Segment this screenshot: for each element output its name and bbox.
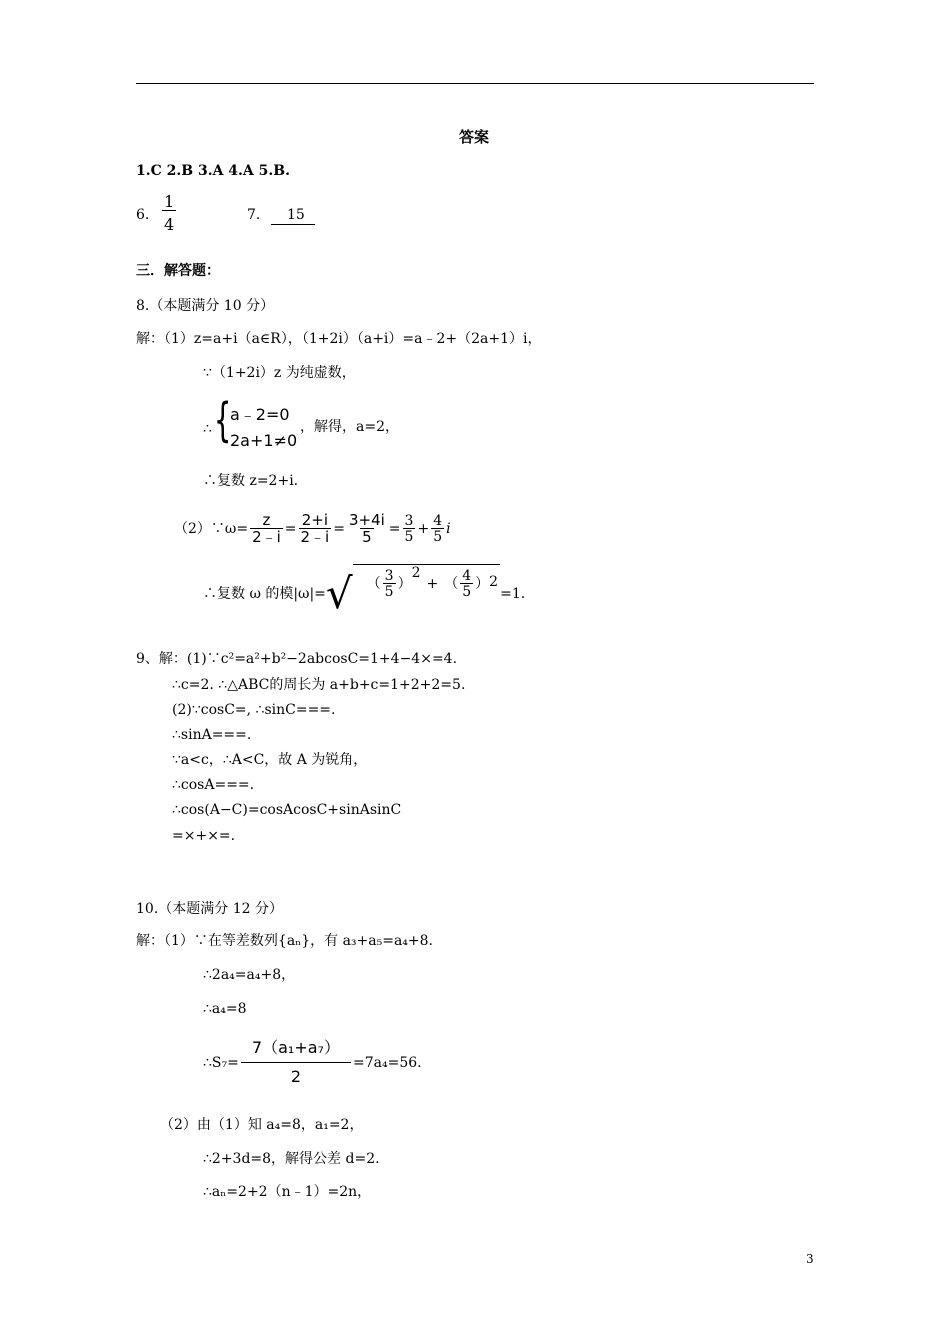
p10-s7-den: 2: [241, 1062, 351, 1085]
answer-heading: 答案: [459, 128, 490, 146]
p10-s7-line: [203, 1040, 422, 1085]
p10-line5: （2）由（1）知 a₄=8，a₁=2，: [160, 1117, 364, 1133]
p8-f3-num: 3+4i: [348, 511, 385, 529]
page-number: 3: [806, 1252, 814, 1266]
p8-f2-num: 2+i: [301, 511, 329, 529]
p8-omega-line: （2）∵ω= $\frac{z}{2﹣i}$ = $\frac{2+i}{2﹣i}$ = $\frac{3+4i}{5}$ = $\frac{3}{5}$ + $\frac{4}{5}$ i: [174, 511, 451, 546]
sqrt-icon: √: [325, 569, 353, 618]
p9-line1: 9、解：(1)∵c²=a²+b²−2abcosC=1+4−4×=4.: [136, 651, 458, 667]
p8-system-eq1: a﹣2=0: [230, 405, 290, 424]
p8-f1-num: z: [262, 511, 271, 529]
p8-imag-unit: i: [446, 521, 451, 537]
p8-therefore: ∴: [203, 421, 212, 437]
p9-line2: ∴c=2. ∴△ABC的周长为 a+b+c=1+2+2=5.: [172, 677, 466, 693]
p8-exp1: 2: [411, 564, 421, 581]
p9-line8: =×+×=.: [172, 828, 236, 844]
p8-system-eq2: 2a+1≠0: [230, 431, 298, 450]
p8-line4: ∴复数 z=2+i.: [203, 473, 299, 489]
p8-plus: +: [417, 521, 430, 537]
p8-f3-den: 5: [362, 528, 372, 546]
p8-omega-prefix: （2）∵ω=: [174, 521, 249, 537]
p8-modulus-suffix: =1.: [500, 586, 526, 602]
p8-f2-den: 2﹣i: [300, 528, 330, 546]
p8-f5-den: 5: [433, 529, 443, 545]
q6-denominator: 4: [162, 210, 176, 233]
q6-label: 6.: [136, 207, 150, 223]
p9-line5: ∵a<c，∴A<C，故 A 为锐角，: [172, 752, 368, 768]
q6-numerator: 1: [164, 192, 175, 211]
q6-fraction: [160, 194, 178, 233]
p10-line3: ∴a₄=8: [203, 1001, 247, 1017]
p8-r1-den: 5: [384, 583, 394, 600]
p10-s7-num: 7（a₁+a₇）: [251, 1038, 340, 1057]
p10-line7: ∴aₙ=2+2（n﹣1）=2n，: [203, 1184, 372, 1200]
p8-f5-num: 4: [433, 513, 443, 529]
p8-exp2: 2: [489, 573, 499, 590]
p8-brace: {: [213, 393, 232, 447]
p10-s7-prefix: ∴S₇=: [203, 1054, 239, 1071]
p10-line2: ∴2a₄=a₄+8，: [203, 967, 296, 983]
p9-line3: (2)∵cosC=, ∴sinC===.: [172, 702, 336, 718]
p9-line6: ∴cosA===.: [172, 777, 255, 793]
p8-modulus-line: [203, 564, 526, 618]
p8-title: 8.（本题满分 10 分）: [136, 298, 275, 314]
p8-line1: 解：（1）z=a+i（a∈R），（1+2i）（a+i）=a﹣2+（2a+1）i，: [136, 331, 542, 347]
p9-line7: ∴cos(A−C)=cosAcosC+sinAsinC: [172, 802, 402, 818]
p9-line4: ∴sinA===.: [172, 727, 252, 743]
mc-answers: 1.C 2.B 3.A 4.A 5.B.: [136, 163, 290, 179]
q7-answer: [271, 206, 315, 225]
p8-radicand: （ $\frac{3}{5}$ ） 2 + （ $\frac{4}{5}$ ） 2: [353, 564, 500, 599]
p8-line2: ∵（1+2i）z 为纯虚数，: [203, 365, 356, 381]
header-rule: [136, 83, 814, 84]
p10-s7-suffix: =7a₄=56.: [353, 1054, 422, 1071]
section-title: 三．解答题：: [136, 263, 220, 279]
q7-answer-value: 15: [271, 206, 315, 225]
p8-f4-den: 5: [404, 529, 414, 545]
p10-title: 10.（本题满分 12 分）: [136, 901, 283, 917]
p10-line6: ∴2+3d=8，解得公差 d=2.: [203, 1151, 380, 1167]
q7-label: 7.: [247, 207, 261, 223]
p8-system-result: ，解得，a=2，: [300, 419, 399, 435]
p8-modulus-prefix: ∴复数 ω 的模|ω|=: [203, 586, 326, 602]
p10-line1: 解：（1）∵在等差数列{aₙ}，有 a₃+a₅=a₄+8.: [136, 933, 434, 949]
p8-f1-den: 2﹣i: [252, 528, 281, 546]
p8-f4-num: 3: [404, 513, 414, 529]
p8-r2-num: 4: [462, 567, 472, 584]
p8-r2-den: 5: [462, 583, 472, 600]
p8-r1-num: 3: [384, 567, 394, 584]
